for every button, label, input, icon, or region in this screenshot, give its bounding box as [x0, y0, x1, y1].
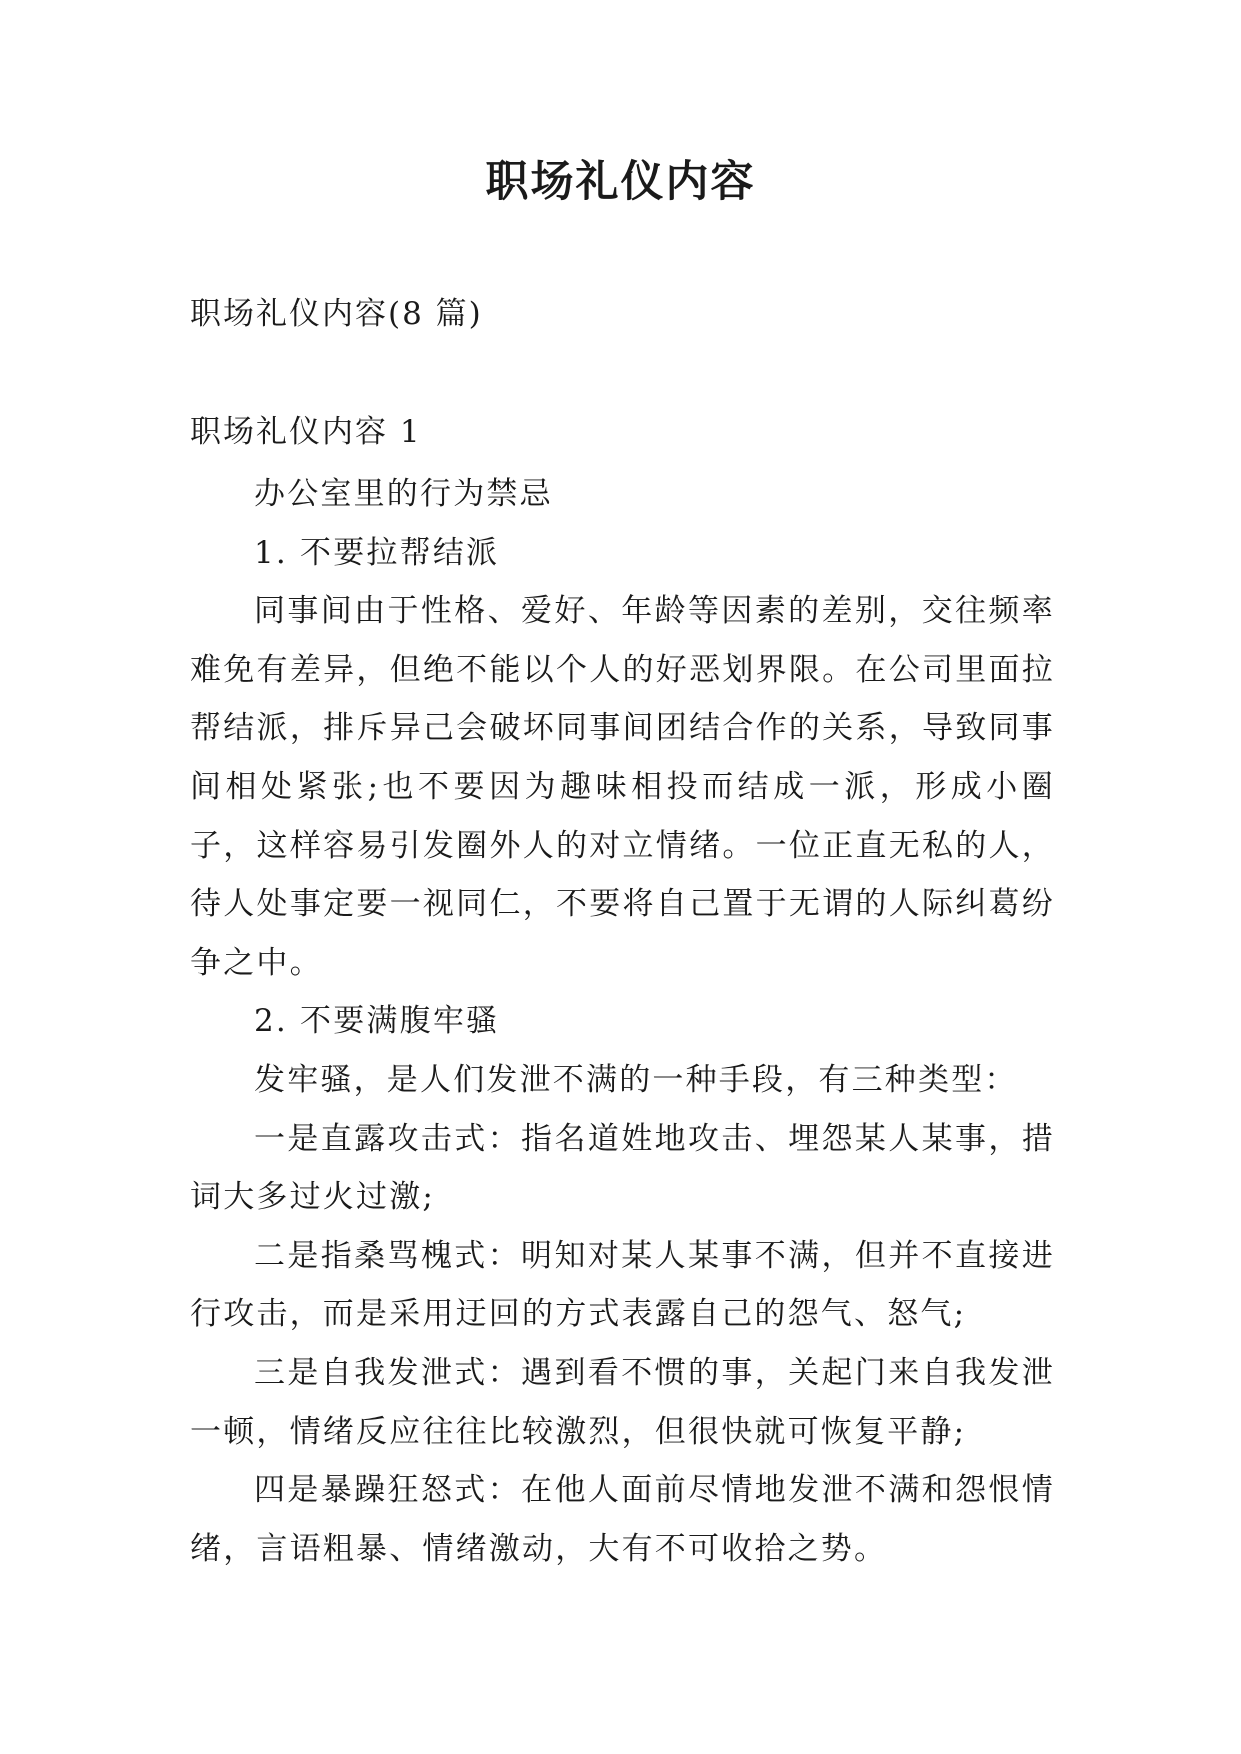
document-title: 职场礼仪内容 [485, 157, 756, 207]
paragraph-complaint-type-3: 三是自我发泄式：遇到看不惯的事，关起门来自我发泄一顿，情绪反应往往比较激烈，但很快就可恢复平静; [190, 1354, 1055, 1450]
paragraph-item-1-body: 同事间由于性格、爱好、年龄等因素的差别，交往频率难免有差异，但绝不能以个人的好恶划界限。在公司里面拉帮结派，排斥异己会破坏同事间团结合作的关系，导致同事间相处紧张;也不要因为趣味相投而结成一派，形成小圈子，这样容易引发圈外人的对立情绪。一位正直无私的人，待人处事定要一视同仁，不要将自己置于无谓的人际纠葛纷争之中。 [190, 593, 1055, 981]
paragraph-office-taboos: 办公室里的行为禁忌 [254, 476, 553, 512]
paragraph-complaint-type-1: 一是直露攻击式：指名道姓地攻击、埋怨某人某事，措词大多过火过激; [190, 1120, 1055, 1216]
paragraph-complaint-type-2: 二是指桑骂槐式：明知对某人某事不满，但并不直接进行攻击，而是采用迂回的方式表露自己的怨气、怒气; [190, 1237, 1055, 1333]
document-body [190, 465, 1055, 1578]
paragraph-complaint-type-4: 四是暴躁狂怒式：在他人面前尽情地发泄不满和怨恨情绪，言语粗暴、情绪激动，大有不可收拾之势。 [190, 1472, 1055, 1567]
paragraph-item-2-heading: 2. 不要满腹牢骚 [254, 1003, 500, 1040]
section-heading: 职场礼仪内容 1 [190, 414, 422, 450]
document-subtitle: 职场礼仪内容(8 篇) [190, 296, 483, 332]
paragraph-item-1-heading: 1. 不要拉帮结派 [254, 534, 500, 571]
paragraph-complaint-intro: 发牢骚，是人们发泄不满的一种手段，有三种类型： [254, 1061, 1018, 1098]
